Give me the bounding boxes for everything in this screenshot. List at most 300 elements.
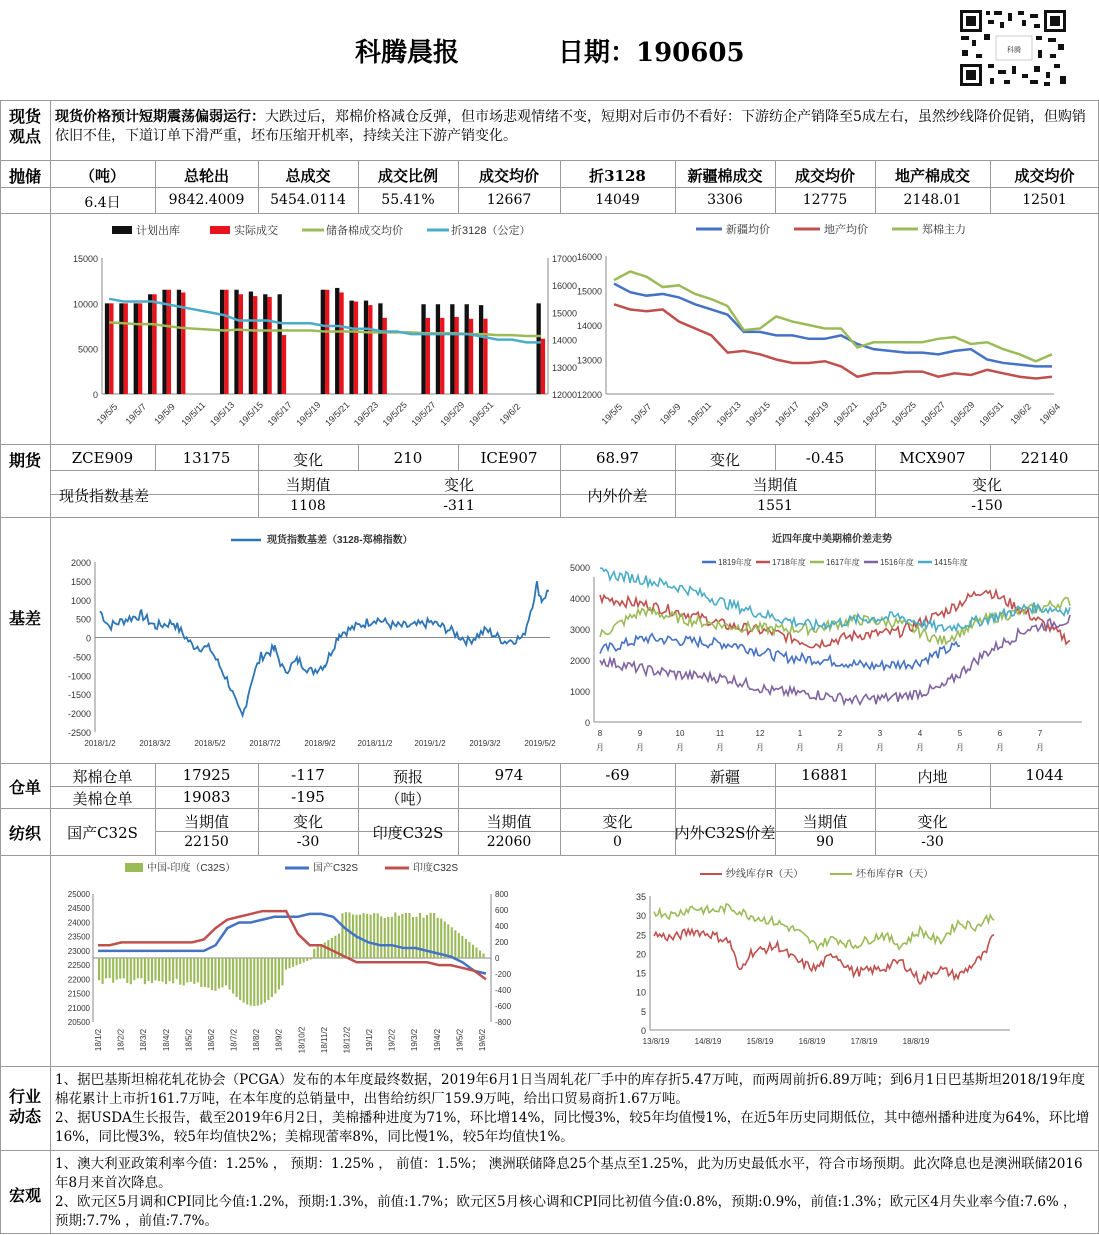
diff-bar-104	[465, 939, 467, 958]
basis-change-header-2: 变化	[971, 476, 1002, 494]
legend-label-1: 地产均价	[824, 224, 868, 236]
yright-tick-3: 15000	[552, 308, 578, 319]
diff-bar-89	[412, 917, 414, 958]
yleft-tick-4: 22500	[67, 961, 90, 971]
diff-bar-86	[401, 914, 403, 958]
plan-bar-15	[321, 290, 325, 394]
yleft-tick-6: 23500	[67, 932, 90, 942]
qr-code	[958, 8, 1068, 88]
legend-label: 现货指数基差（3128-郑棉指数）	[267, 535, 413, 546]
diff-bar-6	[119, 958, 121, 979]
reserve-header-2: 总成交	[285, 167, 331, 185]
x-tick-6: 2	[837, 729, 843, 738]
yright-tick-2: 14000	[552, 335, 578, 346]
x-unit-5: 月	[796, 743, 804, 752]
y-tick-1: 1000	[569, 687, 590, 697]
x-tick-15: 19/4/2	[432, 1028, 442, 1052]
x-tick-7: 19/5/19	[294, 399, 323, 429]
textile-header-1: 变化	[292, 813, 323, 831]
diff-bar-10	[133, 958, 135, 980]
diff-bar-31	[207, 958, 209, 988]
diff-bar-48	[267, 958, 269, 1000]
textile-domestic-label: 国产C32S	[67, 824, 138, 842]
futures-cell-7: -0.45	[805, 449, 845, 467]
spot-view-headline: 现货价格预计短期震荡偏弱运行：	[55, 109, 265, 125]
deal-bar-9	[239, 294, 243, 394]
industry-paragraph-2: 2、据USDA生长报告，截至2019年6月2日，美棉播种进度为71%，环比增14%，同比慢3%，较5年均值慢1%，在近5年历史同期低位，其中德州播种进度为64%，环比增16%，同比慢3%，较5年均值快2%；美棉现蕾率8%，同比慢1%，较5年均值快1%。	[55, 1110, 1090, 1145]
diff-bar-82	[387, 917, 389, 958]
legend-label-0: 纱线库存R（天）	[726, 869, 804, 880]
section-reserve-label: 抛储	[8, 169, 41, 186]
textile-header-5: 变化	[917, 813, 948, 831]
cloth-inventory-line	[654, 904, 994, 949]
reserve-value-7: 12775	[802, 192, 848, 208]
diff-bar-51	[278, 958, 280, 990]
x-tick-0: 2018/1/2	[84, 739, 116, 748]
y-tick-6: 500	[75, 614, 91, 625]
futures-cell-8: MCX907	[899, 449, 966, 467]
x-tick-4: 19/5/13	[714, 399, 743, 429]
y-tick-5: 0	[85, 633, 91, 644]
legend-label-4: 1415年度	[934, 558, 968, 567]
textile-value-0: 22150	[184, 834, 229, 850]
diff-bar-2	[105, 958, 107, 978]
legend-swatch-1	[210, 226, 230, 234]
x-tick-0: 13/8/19	[642, 1037, 670, 1046]
deal-bar-18	[368, 305, 372, 394]
diff-bar-21	[172, 958, 174, 983]
warehouse-r2-2: -195	[291, 788, 325, 806]
y-tick-4: -500	[72, 652, 91, 663]
x-unit-1: 月	[636, 743, 644, 752]
deal-bar-8	[224, 290, 228, 394]
x-tick-6: 18/7/2	[229, 1028, 239, 1052]
reserve-value-4: 12667	[486, 192, 532, 208]
x-tick-7: 19/5/19	[802, 399, 831, 429]
industry-news	[55, 1071, 1090, 1147]
x-tick-0: 8	[597, 729, 603, 738]
deal-bar-10	[253, 296, 257, 394]
x-tick-10: 6	[997, 729, 1003, 738]
reserve-header-4: 成交均价	[478, 167, 539, 185]
yleft-tick-0: 20500	[67, 1018, 90, 1027]
diff-bar-85	[398, 916, 400, 958]
x-tick-10: 19/5/25	[889, 399, 919, 429]
diff-bar-19	[165, 958, 167, 984]
textile-india-label: 印度C32S	[372, 824, 444, 842]
x-tick-4: 19/5/13	[208, 399, 237, 429]
zce-main-line	[614, 272, 1052, 362]
basis-current-value-2: 1551	[757, 498, 793, 514]
legend-swatch-0	[125, 863, 143, 872]
diff-bar-17	[158, 958, 160, 981]
textile-value-4: 90	[816, 834, 834, 850]
basis-current-header: 当期值	[285, 476, 331, 494]
x-tick-12: 19/5/29	[948, 399, 977, 429]
futures-cell-9: 22140	[1020, 449, 1069, 467]
y-tick-2: -1500	[67, 690, 91, 701]
yright-tick-5: 17000	[552, 254, 578, 264]
section-warehouse-label: 仓单	[8, 780, 41, 797]
reserve-header-6: 新疆棉成交	[687, 167, 763, 185]
diff-bar-25	[186, 958, 188, 983]
legend-label-0: 中国-印度（C32S）	[147, 863, 236, 874]
x-unit-11: 月	[1036, 743, 1044, 752]
diff-bar-41	[243, 958, 245, 1003]
yright-tick-7: 600	[495, 906, 509, 915]
diff-bar-28	[197, 958, 199, 982]
y-tick-1: 5	[640, 1006, 646, 1017]
plan-bar-1	[119, 303, 123, 394]
legend-label-0: 新疆均价	[726, 224, 770, 236]
x-tick-1: 2018/3/2	[139, 739, 171, 748]
legend-label-3: 1516年度	[880, 558, 914, 567]
basis-chart	[55, 522, 555, 760]
x-unit-7: 月	[876, 743, 884, 752]
diff-bar-5	[116, 958, 118, 980]
y-tick-3: 15	[635, 968, 646, 979]
y-tick-3: 15000	[576, 286, 602, 297]
x-tick-12: 19/1/2	[365, 1028, 375, 1052]
plan-bar-0	[105, 303, 109, 394]
x-tick-2: 18/3/2	[139, 1028, 149, 1052]
plan-bar-10	[249, 292, 253, 394]
diff-bar-87	[405, 913, 407, 958]
legend-label-2: 印度C32S	[413, 863, 459, 874]
diff-bar-16	[154, 958, 156, 980]
diff-bar-9	[130, 958, 132, 984]
plan-bar-16	[335, 288, 339, 394]
diff-bar-101	[454, 930, 456, 958]
textile-spread-label: 内外C32S价差	[674, 824, 776, 842]
x-tick-9: 19/5/23	[351, 399, 381, 429]
diff-bar-43	[250, 958, 252, 1006]
x-tick-3: 19/5/11	[685, 399, 714, 428]
plan-bar-18	[364, 301, 368, 394]
yleft-tick-3: 22000	[67, 975, 90, 985]
reserve-value-3: 55.41%	[381, 192, 435, 208]
legend-label-0: 计划出库	[136, 225, 180, 237]
diff-bar-45	[257, 958, 259, 1006]
yleft-tick-7: 24000	[67, 918, 90, 928]
plan-bar-23	[436, 304, 440, 394]
yright-tick-1: -600	[495, 1002, 512, 1011]
diff-bar-15	[151, 958, 153, 983]
reserve-header-0: （吨）	[79, 167, 125, 185]
x-tick-3: 19/5/11	[179, 399, 208, 428]
y-tick-5: 25	[635, 930, 646, 941]
futures-cell-1: 13175	[182, 449, 231, 467]
textile-header-2: 当期值	[486, 813, 532, 831]
y-tick-0: 0	[584, 718, 590, 728]
report-title: 科腾晨报	[355, 38, 460, 68]
x-tick-1: 14/8/19	[694, 1037, 722, 1046]
y-tick-4: 16000	[576, 252, 602, 262]
deal-bar-26	[483, 319, 487, 394]
futures-cell-4: ICE907	[480, 449, 538, 467]
diff-bar-90	[415, 917, 417, 958]
y-tick-1: -2000	[67, 709, 91, 720]
diff-bar-105	[468, 942, 470, 958]
section-textile-label: 纺织	[8, 826, 41, 843]
reserve-header-8: 地产棉成交	[894, 167, 970, 185]
x-tick-13: 19/5/31	[977, 399, 1006, 429]
y-tick-2: 10	[635, 987, 646, 998]
x-tick-4: 12	[755, 729, 765, 738]
y-tick-5: 5000	[569, 563, 590, 573]
diff-bar-0	[98, 958, 100, 980]
diff-bar-80	[380, 916, 382, 958]
section-industry-label: 行业 动态	[8, 1089, 41, 1126]
futures-cell-6: 变化	[709, 451, 740, 469]
yleft-tick-1: 5000	[77, 344, 98, 355]
spot-view-text	[55, 108, 1087, 146]
plan-bar-26	[479, 305, 483, 394]
deal-bar-0	[109, 303, 113, 394]
basis-change-header: 变化	[443, 476, 474, 494]
diff-bar-100	[451, 927, 453, 958]
y-tick-3: 3000	[569, 625, 590, 635]
plan-bar-2	[134, 303, 138, 394]
macro-paragraph-1: 1、澳大利亚政策利率今值：1.25% ， 预期：1.25% ， 前值：1.5%； 澳洲联储降息25个基点至1.25%，此为历史最低水平，符合市场预期。此次降息也是澳洲联储2016年8月来首次降息。	[55, 1156, 1083, 1191]
legend-swatch-0	[112, 226, 132, 234]
x-tick-11: 18/12/2	[342, 1026, 352, 1054]
textile-header-4: 当期值	[802, 813, 848, 831]
spot-price-chart	[566, 216, 1066, 442]
diff-bar-70	[345, 912, 347, 958]
x-tick-11: 7	[1037, 729, 1043, 738]
diff-bar-56	[296, 958, 298, 965]
x-tick-3: 16/8/19	[798, 1037, 826, 1046]
reserve-value-5: 14049	[595, 192, 640, 208]
yleft-tick-2: 21500	[67, 989, 90, 999]
diff-bar-60	[310, 958, 312, 960]
report-date: 日期：190605	[558, 38, 745, 68]
deal-bar-22	[426, 318, 430, 394]
x-tick-5: 19/5/15	[236, 399, 266, 429]
x-tick-1: 9	[637, 729, 643, 738]
y-tick-2: 2000	[569, 656, 590, 666]
basis-change-value: -311	[443, 498, 475, 514]
diff-bar-23	[179, 958, 181, 985]
reserve-value-9: 12501	[1022, 192, 1067, 208]
x-tick-9: 18/10/2	[297, 1026, 307, 1054]
diff-bar-66	[331, 938, 333, 958]
warehouse-r2-0: 美棉仓单	[72, 790, 133, 808]
x-tick-2: 15/8/19	[746, 1037, 774, 1046]
x-tick-3: 11	[715, 729, 725, 738]
reserve-header-1: 总轮出	[183, 167, 229, 185]
diff-bar-38	[232, 958, 234, 994]
deal-bar-25	[469, 319, 473, 394]
reserve-auction-chart	[52, 216, 578, 442]
spread-line-0	[600, 634, 960, 670]
diff-bar-39	[236, 958, 238, 997]
diff-bar-59	[306, 958, 308, 961]
x-tick-7: 18/8/2	[252, 1028, 262, 1052]
diff-bar-64	[324, 942, 326, 958]
diff-bar-36	[225, 958, 227, 985]
deal-bar-30	[541, 339, 545, 394]
yright-tick-0: -800	[495, 1018, 512, 1027]
diff-bar-91	[419, 913, 421, 958]
x-tick-0: 18/1/2	[94, 1028, 103, 1052]
x-tick-5: 2018/11/2	[357, 739, 393, 748]
basis-current-value: 1108	[290, 498, 326, 514]
yright-tick-5: 200	[495, 938, 509, 947]
diff-bar-46	[260, 958, 262, 1004]
diff-bar-99	[447, 924, 449, 958]
diff-bar-103	[461, 936, 463, 958]
textile-header-0: 当期值	[183, 813, 229, 831]
diff-bar-71	[348, 912, 350, 958]
x-tick-2: 10	[675, 729, 685, 738]
x-tick-5: 19/5/15	[743, 399, 773, 429]
legend-label-2: 储备棉成交均价	[326, 225, 403, 237]
yright-tick-4: 16000	[552, 281, 578, 292]
x-unit-6: 月	[836, 743, 844, 752]
diff-bar-61	[313, 949, 315, 958]
diff-bar-4	[112, 958, 114, 983]
x-unit-4: 月	[756, 743, 764, 752]
diff-bar-44	[253, 958, 255, 1006]
textile-value-2: 22060	[486, 834, 532, 850]
y-tick-9: 2000	[70, 558, 91, 568]
diff-bar-108	[479, 951, 481, 958]
x-tick-10: 18/11/2	[319, 1026, 329, 1054]
yarn-inventory-line	[654, 929, 994, 984]
y-tick-7: 35	[635, 892, 646, 902]
x-tick-2: 19/5/9	[152, 401, 178, 427]
diff-bar-76	[366, 914, 368, 958]
diff-bar-37	[229, 958, 231, 990]
x-tick-1: 19/5/7	[123, 401, 149, 427]
reserve-value-2: 5454.0114	[270, 192, 346, 208]
diff-bar-30	[204, 958, 206, 987]
diff-bar-50	[274, 958, 276, 994]
yleft-tick-0: 0	[92, 390, 98, 400]
diff-bar-58	[303, 958, 305, 962]
x-tick-4: 18/5/2	[184, 1028, 194, 1052]
diff-bar-26	[190, 958, 192, 982]
warehouse-r1-0: 郑棉仓单	[72, 768, 133, 786]
diff-bar-75	[363, 913, 365, 958]
plan-bar-11	[263, 294, 267, 394]
yleft-tick-9: 25000	[67, 890, 90, 899]
industry-paragraph-1: 1、据巴基斯坦棉花轧花协会（PCGA）发布的本年度最终数据，2019年6月1日当周轧花厂手中的库存折5.47万吨，而两周前折6.89万吨；到6月1日巴基斯坦2018/19年度棉花累计上市折161.7万吨，在本年度的总销量中，出售给纺织厂159.9万吨，给出口贸易商折1.67万吨。	[55, 1072, 1085, 1107]
y-tick-7: 1000	[70, 595, 91, 606]
plan-bar-17	[349, 301, 353, 394]
yleft-tick-3: 15000	[72, 254, 98, 264]
basis-current-header-2: 当期值	[752, 476, 798, 494]
x-unit-10: 月	[996, 743, 1004, 752]
deal-bar-19	[383, 318, 387, 394]
x-tick-8: 4	[917, 729, 923, 738]
deal-bar-24	[454, 317, 458, 394]
x-tick-8: 19/5/21	[831, 399, 860, 429]
x-tick-4: 2018/9/2	[304, 739, 336, 748]
y-tick-3: -1000	[67, 671, 91, 682]
y-tick-1: 13000	[576, 355, 602, 366]
warehouse-r2-1: 19083	[182, 788, 231, 806]
diff-bar-102	[458, 933, 460, 958]
c32s-yarn-chart	[55, 858, 525, 1064]
warehouse-r1-4: 974	[494, 766, 524, 784]
section-futures-label: 期货	[8, 453, 41, 470]
textile-header-3: 变化	[602, 813, 633, 831]
spread-line-3	[600, 615, 1070, 704]
x-tick-6: 2019/1/2	[414, 739, 446, 748]
yright-tick-8: 800	[495, 890, 509, 899]
diff-bar-34	[218, 958, 220, 988]
diff-bar-47	[264, 958, 266, 1003]
section-spot-label: 现货 观点	[8, 109, 41, 146]
diff-bar-69	[341, 913, 343, 958]
x-tick-16: 19/5/2	[455, 1028, 465, 1052]
x-tick-7: 2019/3/2	[469, 739, 501, 748]
basis-change-value-2: -150	[971, 498, 1003, 514]
plan-bar-12	[278, 294, 282, 394]
legend-label-3: 折3128（公定）	[451, 225, 531, 237]
x-tick-8: 18/9/2	[274, 1028, 284, 1052]
x-unit-2: 月	[676, 743, 684, 752]
yright-tick-4: 0	[495, 954, 500, 963]
y-tick-8: 1500	[70, 576, 91, 587]
x-tick-9: 5	[957, 729, 963, 738]
x-unit-8: 月	[916, 743, 924, 752]
reserve-header-9: 成交均价	[1014, 167, 1075, 185]
yright-tick-1: 13000	[552, 362, 578, 373]
x-tick-14: 19/6/2	[497, 401, 523, 427]
yright-tick-0: 12000	[552, 390, 578, 400]
x-tick-5: 18/8/19	[902, 1037, 930, 1046]
warehouse-r1-8: 内地	[917, 768, 948, 786]
basis-inner-outer-label: 内外价差	[587, 487, 648, 505]
reserve-header-7: 成交均价	[794, 167, 855, 185]
diff-bar-7	[123, 958, 125, 978]
plan-bar-19	[378, 303, 382, 394]
diff-bar-8	[126, 958, 128, 983]
yleft-tick-2: 10000	[72, 299, 98, 310]
y-tick-4: 4000	[569, 594, 590, 604]
diff-bar-83	[391, 917, 393, 958]
x-tick-12: 19/5/29	[438, 399, 467, 429]
x-tick-10: 19/5/25	[380, 399, 409, 429]
diff-bar-81	[384, 918, 386, 958]
yleft-tick-8: 24500	[67, 904, 90, 914]
x-tick-14: 19/3/2	[410, 1028, 420, 1052]
diff-bar-12	[140, 958, 142, 978]
x-tick-15: 19/6/4	[1037, 401, 1063, 427]
xinjiang-price-line	[614, 284, 1052, 367]
deal-bar-15	[325, 290, 329, 394]
diff-bar-18	[161, 958, 163, 982]
x-unit-0: 月	[596, 743, 604, 752]
warehouse-r1-9: 1044	[1025, 766, 1064, 784]
warehouse-r1-2: -117	[291, 766, 325, 784]
futures-cell-2: 变化	[292, 451, 323, 469]
diff-bar-54	[288, 958, 290, 968]
diff-bar-20	[169, 958, 171, 981]
macro-paragraph-2: 2、欧元区5月调和CPI同比今值:1.2%，预期:1.3%，前值:1.7%；欧元区5月核心调和CPI同比初值今值:0.8%，预期:0.9%，前值:1.3%；欧元区4月失业率今值:7.6% ，预期:7.7% ，前值:7.7%。	[55, 1194, 1077, 1229]
basis-spot-index-label: 现货指数基差	[58, 487, 149, 505]
x-tick-6: 19/5/17	[772, 399, 802, 429]
diff-bar-35	[221, 958, 223, 987]
legend-label-1: 国产C32S	[313, 863, 359, 874]
x-tick-11: 19/5/27	[918, 399, 948, 429]
diff-bar-40	[239, 958, 241, 1000]
plan-bar-22	[421, 304, 425, 394]
